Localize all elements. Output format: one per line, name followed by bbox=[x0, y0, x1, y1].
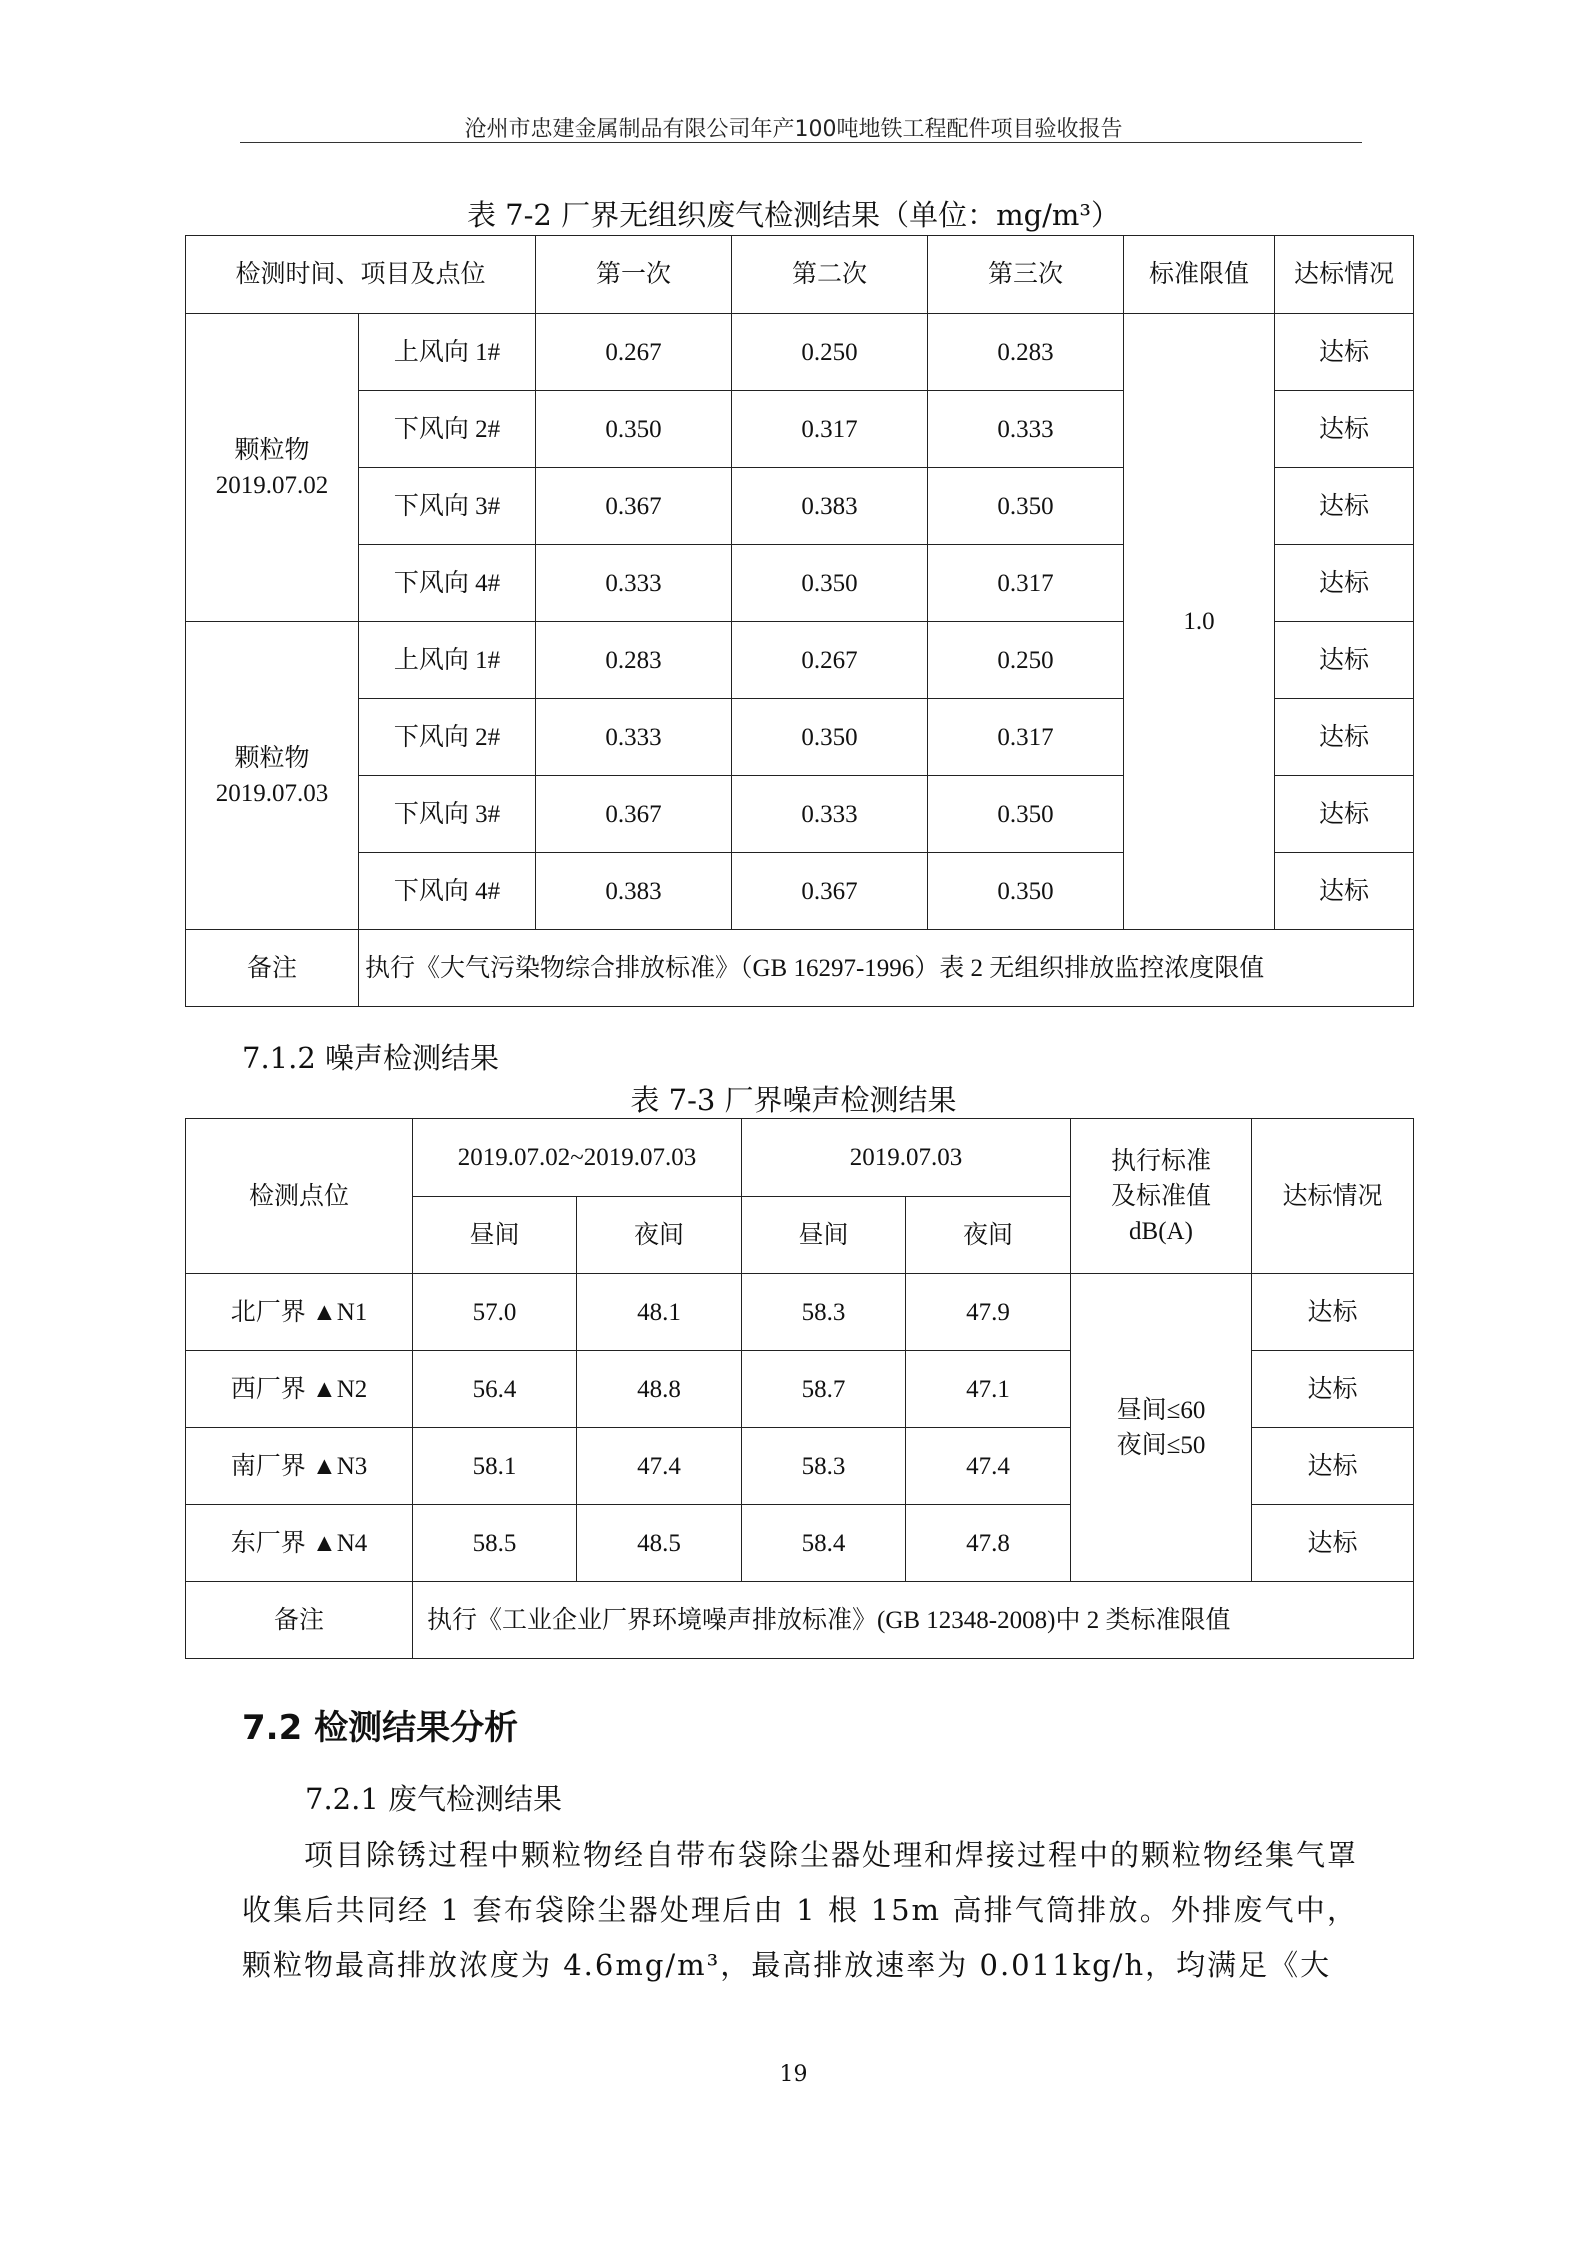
col-header: 达标情况 bbox=[1275, 236, 1414, 314]
value-cell: 0.383 bbox=[732, 468, 928, 545]
col-subheader: 夜间 bbox=[906, 1197, 1071, 1274]
limit-day: 昼间≤60 bbox=[1116, 1396, 1206, 1424]
value-cell: 58.1 bbox=[413, 1428, 577, 1505]
value-cell: 0.350 bbox=[928, 776, 1124, 853]
note-text: 执行《工业企业厂界环境噪声排放标准》(GB 12348-2008)中 2 类标准限值 bbox=[413, 1582, 1414, 1659]
point-cell: 东厂界 ▲N4 bbox=[186, 1505, 413, 1582]
status-cell: 达标 bbox=[1252, 1274, 1414, 1351]
group-name: 颗粒物 bbox=[234, 436, 310, 464]
value-cell: 58.5 bbox=[413, 1505, 577, 1582]
status-cell: 达标 bbox=[1252, 1351, 1414, 1428]
limit-night: 夜间≤50 bbox=[1116, 1431, 1206, 1459]
table-note-row bbox=[186, 1582, 1414, 1659]
note-label: 备注 bbox=[186, 1582, 413, 1659]
value-cell: 48.5 bbox=[577, 1505, 742, 1582]
group-date: 2019.07.03 bbox=[215, 779, 329, 807]
col-header: 2019.07.02~2019.07.03 bbox=[413, 1119, 742, 1197]
header-divider bbox=[240, 142, 1362, 143]
col-subheader: 昼间 bbox=[742, 1197, 906, 1274]
value-cell: 0.367 bbox=[732, 853, 928, 930]
value-cell: 47.1 bbox=[906, 1351, 1071, 1428]
subsection-heading: 7.2.1 废气检测结果 bbox=[305, 1782, 563, 1816]
limit-cell: 1.0 bbox=[1124, 314, 1275, 930]
value-cell: 0.317 bbox=[928, 699, 1124, 776]
point-cell: 南厂界 ▲N3 bbox=[186, 1428, 413, 1505]
limit-cell bbox=[1071, 1274, 1252, 1582]
standard-header-line: 及标准值 bbox=[1110, 1182, 1211, 1210]
group-label bbox=[186, 314, 359, 622]
col-subheader: 昼间 bbox=[413, 1197, 577, 1274]
col-header: 2019.07.03 bbox=[742, 1119, 1071, 1197]
value-cell: 0.283 bbox=[928, 314, 1124, 391]
value-cell: 0.367 bbox=[536, 468, 732, 545]
value-cell: 0.383 bbox=[536, 853, 732, 930]
value-cell: 0.333 bbox=[928, 391, 1124, 468]
group-label bbox=[186, 622, 359, 930]
value-cell: 0.333 bbox=[536, 545, 732, 622]
standard-header-line: dB(A) bbox=[1129, 1217, 1193, 1245]
point-cell: 下风向 3# bbox=[359, 468, 536, 545]
value-cell: 0.350 bbox=[928, 468, 1124, 545]
value-cell: 0.267 bbox=[732, 622, 928, 699]
value-cell: 0.350 bbox=[928, 853, 1124, 930]
status-cell: 达标 bbox=[1275, 853, 1414, 930]
table2-caption: 表 7-3 厂界噪声检测结果 bbox=[630, 1083, 957, 1117]
body-paragraph bbox=[242, 1828, 1358, 1993]
col-subheader: 夜间 bbox=[577, 1197, 742, 1274]
value-cell: 47.4 bbox=[906, 1428, 1071, 1505]
table-header-row bbox=[186, 236, 1414, 314]
col-header: 第三次 bbox=[928, 236, 1124, 314]
point-cell: 下风向 4# bbox=[359, 853, 536, 930]
value-cell: 58.7 bbox=[742, 1351, 906, 1428]
value-cell: 0.267 bbox=[536, 314, 732, 391]
value-cell: 47.8 bbox=[906, 1505, 1071, 1582]
value-cell: 0.350 bbox=[732, 545, 928, 622]
exhaust-gas-table bbox=[185, 235, 1414, 1007]
table-note-row bbox=[186, 930, 1414, 1007]
status-cell: 达标 bbox=[1275, 314, 1414, 391]
point-cell: 西厂界 ▲N2 bbox=[186, 1351, 413, 1428]
value-cell: 58.4 bbox=[742, 1505, 906, 1582]
value-cell: 47.4 bbox=[577, 1428, 742, 1505]
standard-header-line: 执行标准 bbox=[1110, 1147, 1211, 1175]
table1-caption: 表 7-2 厂界无组织废气检测结果（单位：mg/m³） bbox=[466, 198, 1121, 232]
point-cell: 下风向 2# bbox=[359, 699, 536, 776]
status-cell: 达标 bbox=[1252, 1505, 1414, 1582]
value-cell: 47.9 bbox=[906, 1274, 1071, 1351]
value-cell: 0.250 bbox=[928, 622, 1124, 699]
status-cell: 达标 bbox=[1275, 468, 1414, 545]
col-header: 检测时间、项目及点位 bbox=[186, 236, 536, 314]
col-header: 第一次 bbox=[536, 236, 732, 314]
section-heading: 7.2 检测结果分析 bbox=[242, 1708, 519, 1748]
value-cell: 0.283 bbox=[536, 622, 732, 699]
status-cell: 达标 bbox=[1275, 776, 1414, 853]
col-header: 检测点位 bbox=[186, 1119, 413, 1274]
point-cell: 上风向 1# bbox=[359, 622, 536, 699]
table-header-row bbox=[186, 1119, 1414, 1197]
value-cell: 57.0 bbox=[413, 1274, 577, 1351]
point-cell: 下风向 3# bbox=[359, 776, 536, 853]
status-cell: 达标 bbox=[1275, 545, 1414, 622]
value-cell: 0.317 bbox=[928, 545, 1124, 622]
value-cell: 0.350 bbox=[536, 391, 732, 468]
status-cell: 达标 bbox=[1252, 1428, 1414, 1505]
value-cell: 0.317 bbox=[732, 391, 928, 468]
point-cell: 下风向 4# bbox=[359, 545, 536, 622]
running-header: 沧州市忠建金属制品有限公司年产100吨地铁工程配件项目验收报告 bbox=[464, 117, 1123, 142]
status-cell: 达标 bbox=[1275, 699, 1414, 776]
note-text: 执行《大气污染物综合排放标准》（GB 16297-1996）表 2 无组织排放监控浓度限值 bbox=[359, 930, 1414, 1007]
point-cell: 北厂界 ▲N1 bbox=[186, 1274, 413, 1351]
value-cell: 58.3 bbox=[742, 1428, 906, 1505]
col-header: 第二次 bbox=[732, 236, 928, 314]
group-name: 颗粒物 bbox=[234, 744, 310, 772]
value-cell: 0.367 bbox=[536, 776, 732, 853]
table-row bbox=[186, 314, 1414, 391]
value-cell: 0.350 bbox=[732, 699, 928, 776]
value-cell: 58.3 bbox=[742, 1274, 906, 1351]
subsection-heading: 7.1.2 噪声检测结果 bbox=[242, 1041, 500, 1075]
group-date: 2019.07.02 bbox=[215, 471, 329, 499]
value-cell: 0.333 bbox=[536, 699, 732, 776]
col-header: 达标情况 bbox=[1252, 1119, 1414, 1274]
note-label: 备注 bbox=[186, 930, 359, 1007]
status-cell: 达标 bbox=[1275, 391, 1414, 468]
col-header bbox=[1071, 1119, 1252, 1274]
status-cell: 达标 bbox=[1275, 622, 1414, 699]
value-cell: 0.333 bbox=[732, 776, 928, 853]
noise-table bbox=[185, 1118, 1414, 1659]
paragraph-text: 项目除锈过程中颗粒物经自带布袋除尘器处理和焊接过程中的颗粒物经集气罩收集后共同经 1 套布袋除尘器处理后由 1 根 15m 高排气筒排放。外排废气中，颗粒物最高排放浓度为 4.6mg/m³，最高排放速率为 0.011kg/h，均满足《大 bbox=[242, 1838, 1359, 1982]
table-row bbox=[186, 1274, 1414, 1351]
point-cell: 下风向 2# bbox=[359, 391, 536, 468]
point-cell: 上风向 1# bbox=[359, 314, 536, 391]
value-cell: 48.1 bbox=[577, 1274, 742, 1351]
col-header: 标准限值 bbox=[1124, 236, 1275, 314]
page-number: 19 bbox=[779, 2062, 808, 2087]
value-cell: 48.8 bbox=[577, 1351, 742, 1428]
value-cell: 0.250 bbox=[732, 314, 928, 391]
value-cell: 56.4 bbox=[413, 1351, 577, 1428]
